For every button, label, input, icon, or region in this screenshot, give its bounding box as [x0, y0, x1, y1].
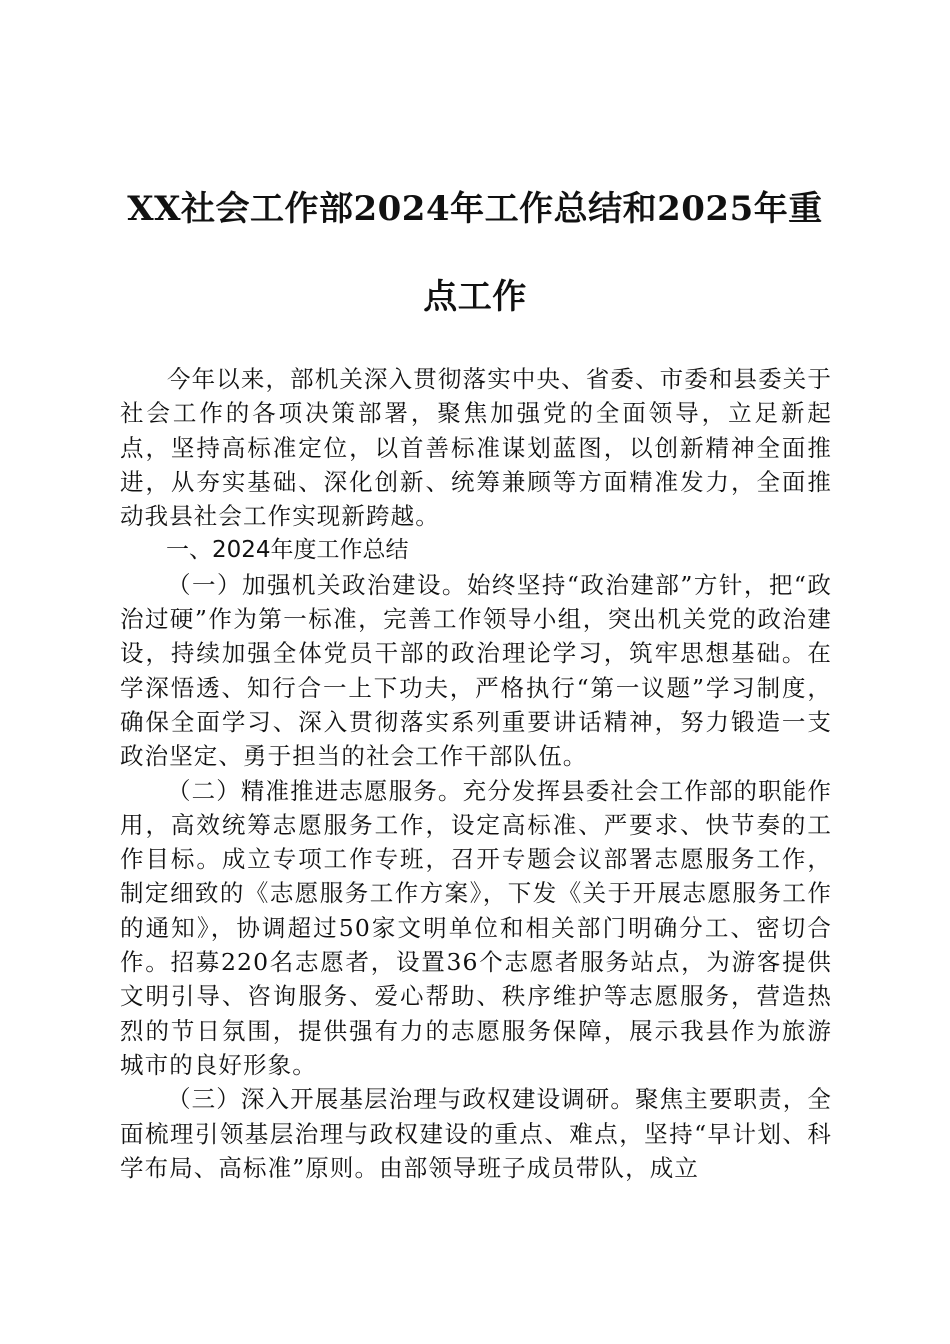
item-lead-3: （三）深入开展基层治理与政权建设调研。 — [167, 1085, 635, 1114]
section-heading: 一、2024年度工作总结 — [166, 537, 409, 564]
document-title: XX社会工作部2024年工作总结和2025年重点工作 — [127, 189, 823, 317]
intro-paragraph: 今年以来，部机关深入贯彻落实中央、省委、市委和县委关于社会工作的各项决策部署，聚焦加强党的全面领导，立足新起点，坚持高标准定位，以首善标准谋划蓝图，以创新精神全面推进，从夯实基础、深化创新、统筹兼顾等方面精准发力，全面推动我县社会工作实现新跨越。 — [120, 365, 832, 531]
item-text-3: 聚焦主要职责，全面梳理引领基层治理与政权建设的重点、难点，坚持“早计划、科学布局、高标准”原则。由部领导班子成员带队，成立 — [120, 1085, 832, 1182]
item-text-1: 始终坚持“政治建部”方针，把“政治过硬”作为第一标准，完善工作领导小组，突出机关党的政治建设，持续加强全体党员干部的政治理论学习，筑牢思想基础。在学深悟透、知行合一上下功夫，严格执行“第一议题”学习制度，确保全面学习、深入贯彻落实系列重要讲话精神，努力锻造一支政治坚定、勇于担当的社会工作干部队伍。 — [120, 570, 832, 771]
item-paragraph-3 — [120, 1082, 832, 1185]
document-body — [120, 362, 832, 1185]
item-text-2: 充分发挥县委社会工作部的职能作用，高效统筹志愿服务工作，设定高标准、严要求、快节奏的工作目标。成立专项工作专班，召开专题会议部署志愿服务工作，制定细致的《志愿服务工作方案》，下发《关于开展志愿服务工作的通知》，协调超过50家文明单位和相关部门明确分工、密切合作。招募220名志愿者，设置36个志愿者服务站点，为游客提供文明引导、咨询服务、爱心帮助、秩序维护等志愿服务，营造热烈的节日氛围，提供强有力的志愿服务保障，展示我县作为旅游城市的良好形象。 — [120, 776, 833, 1079]
item-paragraph-1 — [120, 568, 832, 774]
item-paragraph-2 — [120, 774, 832, 1083]
item-lead-1: （一）加强机关政治建设。 — [167, 570, 467, 599]
item-lead-2: （二）精准推进志愿服务。 — [167, 776, 463, 805]
